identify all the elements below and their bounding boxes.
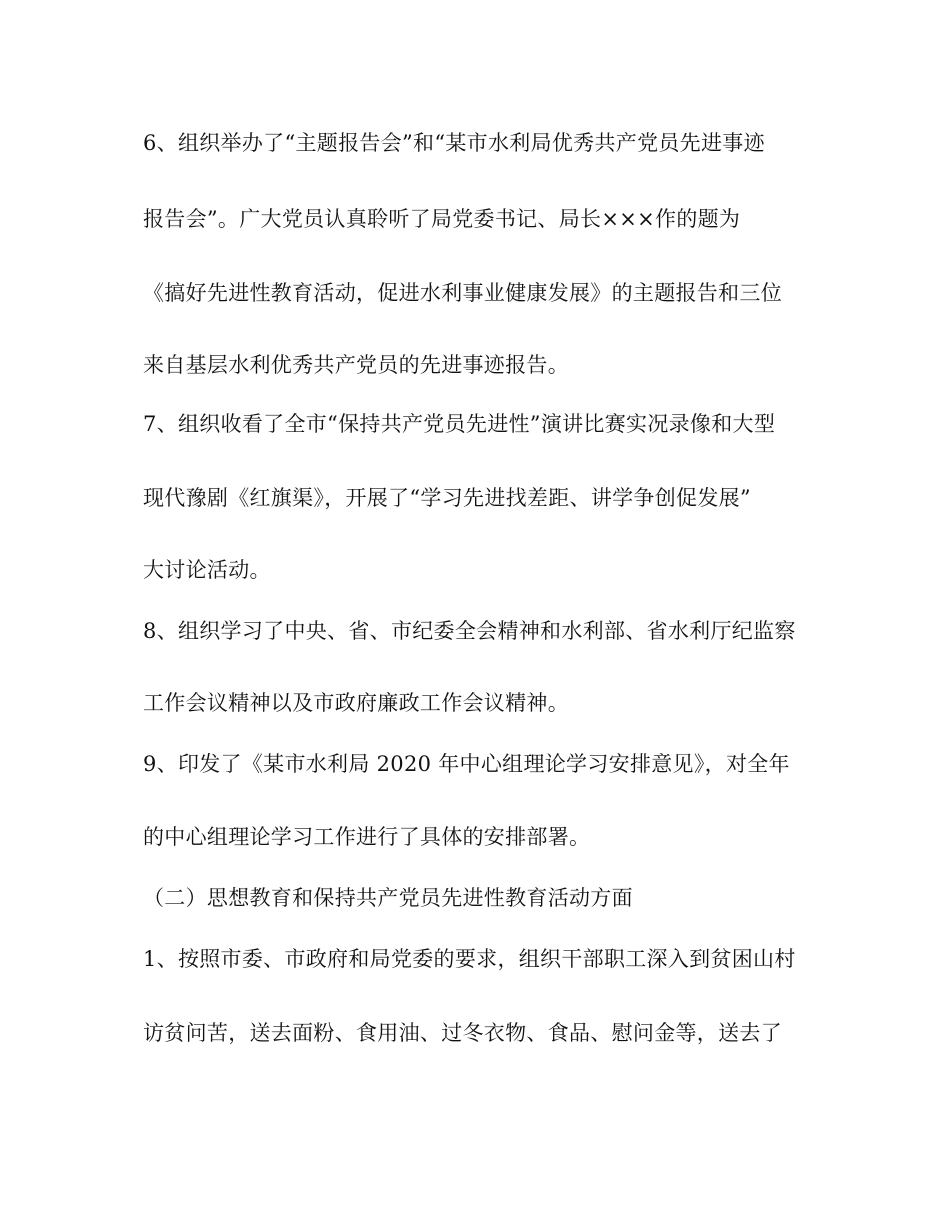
section-heading-2: （二）思想教育和保持共产党员先进性教育活动方面 — [143, 886, 633, 910]
paragraph-7-line-2: 现代豫剧《红旗渠》，开展了“学习先进找差距、讲学争创促发展” — [143, 486, 751, 510]
paragraph-6-line-4: 来自基层水利优秀共产党员的先进事迹报告。 — [143, 353, 569, 377]
paragraph-1-line-2: 访贫问苦，送去面粉、食用油、过冬衣物、食品、慰问金等，送去了 — [143, 1021, 782, 1045]
paragraph-8-line-1: 8、组织学习了中央、省、市纪委全会精神和水利部、省水利厅纪监察 — [143, 619, 796, 643]
paragraph-9-line-2: 的中心组理论学习工作进行了具体的安排部署。 — [143, 825, 591, 849]
paragraph-1-line-1: 1、按照市委、市政府和局党委的要求，组织干部职工深入到贫困山村 — [143, 947, 796, 971]
paragraph-6-line-3: 《搞好先进性教育活动，促进水利事业健康发展》的主题报告和三位 — [143, 281, 782, 305]
paragraph-6-line-2: 报告会”。广大党员认真聆听了局党委书记、局长×××作的题为 — [143, 207, 741, 231]
paragraph-9-line-1: 9、印发了《某市水利局 2020 年中心组理论学习安排意见》，对全年 — [143, 752, 790, 776]
paragraph-6-line-1: 6、组织举办了“主题报告会”和“某市水利局优秀共产党员先进事迹 — [143, 131, 765, 155]
paragraph-7-line-3: 大讨论活动。 — [143, 558, 271, 582]
paragraph-7-line-1: 7、组织收看了全市“保持共产党员先进性”演讲比赛实况录像和大型 — [143, 412, 776, 436]
paragraph-8-line-2: 工作会议精神以及市政府廉政工作会议精神。 — [143, 691, 569, 715]
